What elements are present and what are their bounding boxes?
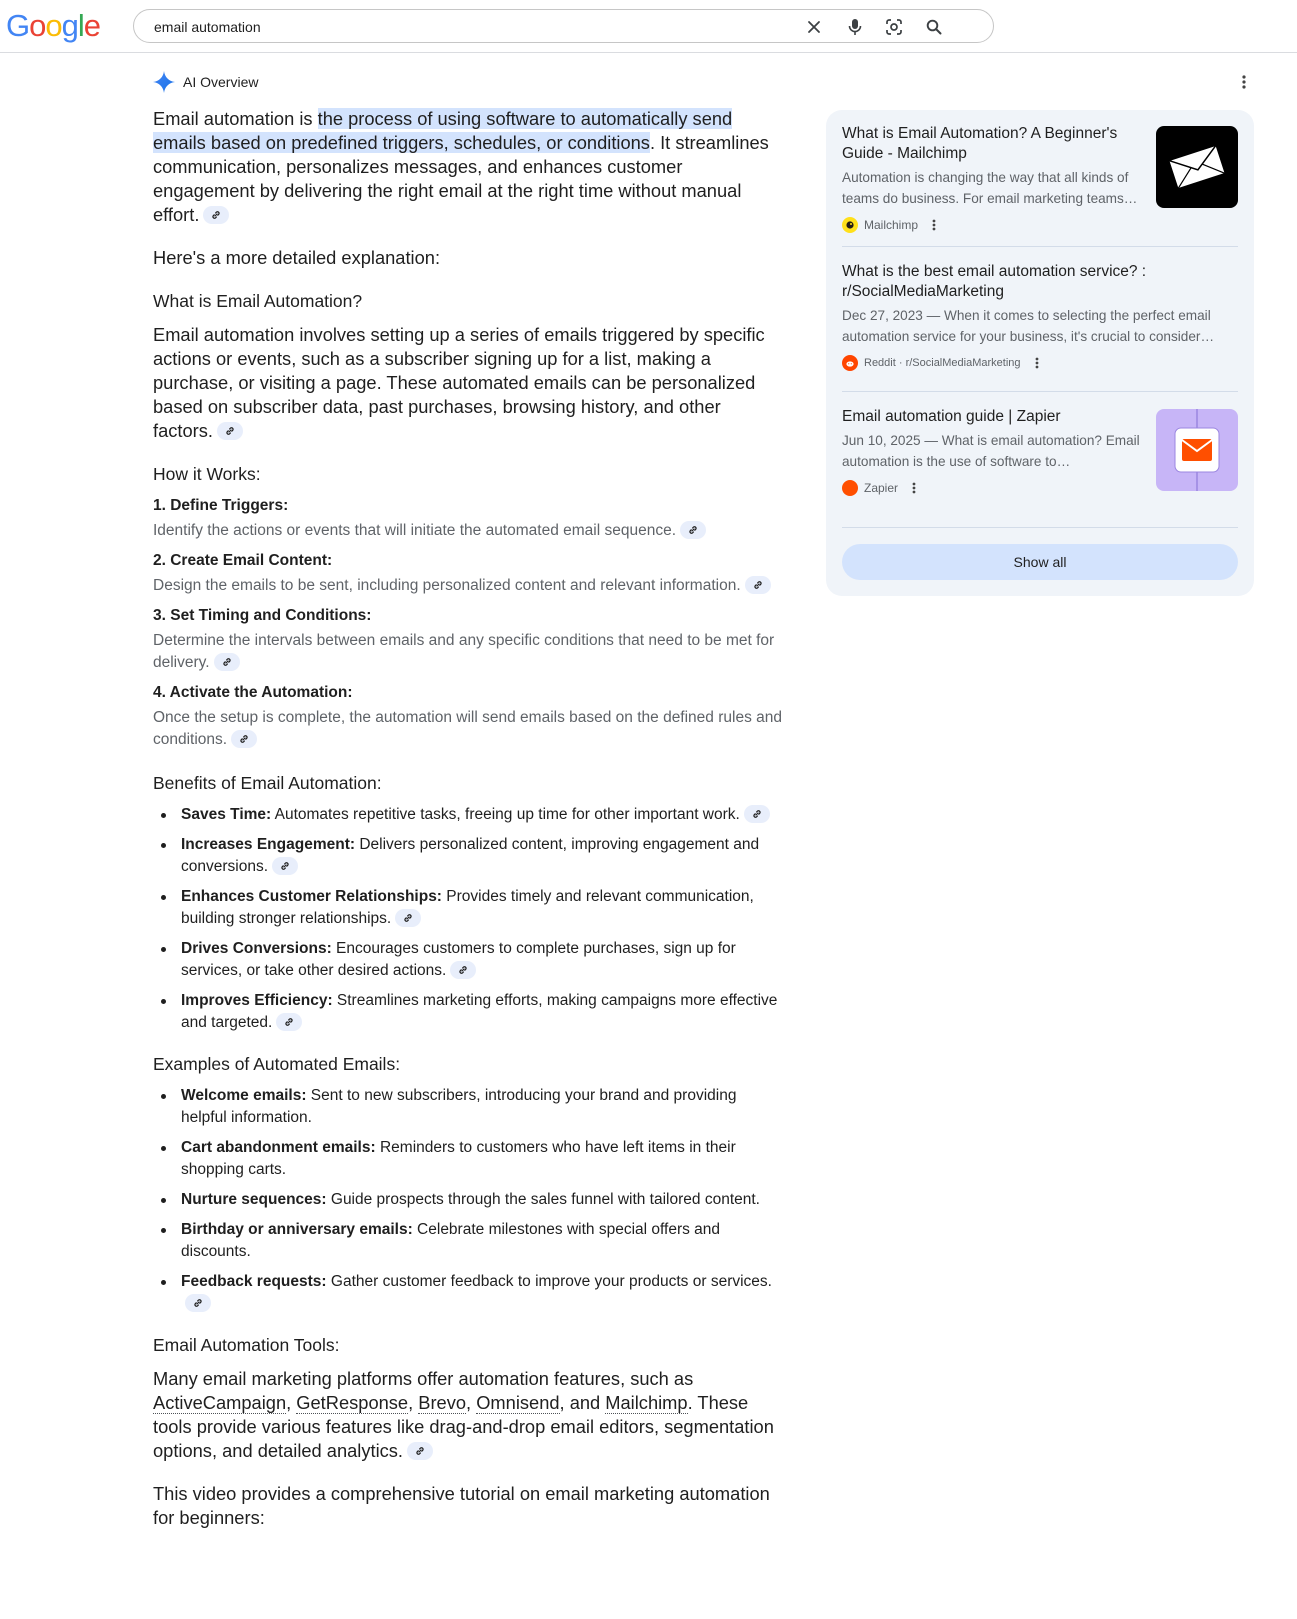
divider bbox=[842, 391, 1238, 392]
tools-intro: Many email marketing platforms offer automation features, such as bbox=[153, 1368, 694, 1389]
separator: , bbox=[286, 1392, 297, 1413]
item-bold: Enhances Customer Relationships: bbox=[181, 888, 442, 905]
search-box bbox=[133, 9, 994, 43]
tool-link-omnisend[interactable]: Omnisend bbox=[476, 1392, 560, 1413]
step-description bbox=[153, 707, 783, 751]
item-text: Delivers personalized content, improving engagement and conversions. bbox=[181, 836, 760, 875]
list-item bbox=[153, 804, 783, 826]
separator: , bbox=[408, 1392, 419, 1413]
source-link-icon[interactable] bbox=[745, 576, 771, 594]
item-bold: Saves Time: bbox=[181, 806, 272, 823]
show-all-button[interactable]: Show all bbox=[842, 544, 1238, 580]
source-card[interactable] bbox=[842, 262, 1238, 380]
what-paragraph bbox=[153, 323, 783, 443]
source-link-icon[interactable] bbox=[203, 206, 229, 224]
item-bold: Feedback requests: bbox=[181, 1273, 327, 1290]
video-intro: This video provides a comprehensive tutorial on email marketing automation for beginners: bbox=[153, 1483, 770, 1528]
tools-paragraph bbox=[153, 1367, 783, 1463]
sources-panel bbox=[826, 110, 1254, 596]
separator: , bbox=[466, 1392, 477, 1413]
lens-icon[interactable] bbox=[884, 17, 904, 37]
examples-heading: Examples of Automated Emails: bbox=[153, 1054, 401, 1074]
benefits-heading: Benefits of Email Automation: bbox=[153, 773, 382, 793]
more-options-icon[interactable] bbox=[1236, 72, 1252, 92]
source-card-snippet: Dec 27, 2023 — When it comes to selecting the perfect email automation service for your business, it's crucial to consider… bbox=[842, 308, 1215, 344]
microphone-icon[interactable] bbox=[845, 17, 865, 37]
source-card[interactable] bbox=[842, 407, 1238, 507]
list-item bbox=[153, 834, 783, 878]
source-more-icon[interactable] bbox=[926, 215, 942, 235]
item-bold: Cart abandonment emails: bbox=[181, 1139, 376, 1156]
step-desc-text: Once the setup is complete, the automation will send emails based on the defined rules and conditions. bbox=[153, 709, 782, 748]
list-item bbox=[153, 1189, 783, 1211]
source-link-icon[interactable] bbox=[231, 730, 257, 748]
source-link-icon[interactable] bbox=[214, 653, 240, 671]
separator: , and bbox=[559, 1392, 606, 1413]
step-title: 3. Set Timing and Conditions: bbox=[153, 607, 372, 624]
zapier-favicon-icon bbox=[842, 480, 858, 496]
source-link-icon[interactable] bbox=[217, 422, 243, 440]
ai-overview-header bbox=[153, 71, 258, 93]
gemini-sparkle-icon bbox=[153, 71, 175, 93]
step-desc-text: Identify the actions or events that will initiate the automated email sequence. bbox=[153, 522, 676, 539]
tool-link-activecampaign[interactable]: ActiveCampaign bbox=[153, 1392, 287, 1413]
source-link-icon[interactable] bbox=[450, 961, 476, 979]
item-text: Automates repetitive tasks, freeing up time for other important work. bbox=[271, 806, 740, 823]
list-item bbox=[153, 1219, 783, 1263]
source-name: Mailchimp bbox=[864, 218, 919, 232]
source-card-snippet: Automation is changing the way that all kinds of teams do business. For email marketing teams… bbox=[842, 170, 1138, 206]
item-text: Provides timely and relevant communication, building stronger relationships. bbox=[181, 888, 754, 927]
step-desc-text: Determine the intervals between emails and any specific conditions that need to be met for delivery. bbox=[153, 632, 775, 671]
item-text: Celebrate milestones with special offers and discounts. bbox=[181, 1221, 721, 1260]
ai-overview-content bbox=[153, 107, 783, 1530]
item-bold: Nurture sequences: bbox=[181, 1191, 327, 1208]
source-card-title[interactable]: What is Email Automation? A Beginner's Guide - Mailchimp bbox=[842, 125, 1118, 162]
source-link-icon[interactable] bbox=[680, 521, 706, 539]
list-item bbox=[153, 1271, 783, 1315]
logo-letter: e bbox=[83, 8, 101, 43]
source-link-icon[interactable] bbox=[407, 1442, 433, 1460]
list-item bbox=[153, 990, 783, 1034]
step-title: 1. Define Triggers: bbox=[153, 497, 289, 514]
source-card-source bbox=[842, 353, 1238, 373]
benefits-list bbox=[153, 804, 783, 1034]
source-card-title[interactable]: What is the best email automation service? : r/SocialMediaMarketing bbox=[842, 263, 1147, 300]
source-link-icon[interactable] bbox=[395, 909, 421, 927]
item-bold: Welcome emails: bbox=[181, 1087, 307, 1104]
source-name: Zapier bbox=[864, 481, 899, 495]
intro-start: Email automation is bbox=[153, 108, 318, 129]
source-more-icon[interactable] bbox=[906, 478, 922, 498]
list-item bbox=[153, 886, 783, 930]
header-bar bbox=[0, 0, 1297, 53]
mailchimp-favicon-icon bbox=[842, 217, 858, 233]
source-more-icon[interactable] bbox=[1029, 353, 1045, 373]
step-title: 2. Create Email Content: bbox=[153, 552, 333, 569]
list-item bbox=[153, 1085, 783, 1129]
step-description bbox=[153, 520, 783, 542]
logo-letter: o bbox=[29, 8, 46, 43]
item-bold: Drives Conversions: bbox=[181, 940, 332, 957]
source-card-snippet: Jun 10, 2025 — What is email automation? Email automation is the use of software to… bbox=[842, 433, 1140, 469]
intro-end: . It streamlines communication, personalizes messages, and enhances customer engagement by delivering the right email at the right time without manual effort. bbox=[153, 132, 769, 225]
step-description bbox=[153, 575, 783, 597]
item-text: Sent to new subscribers, introducing your brand and providing helpful information. bbox=[181, 1087, 737, 1126]
source-link-icon[interactable] bbox=[276, 1013, 302, 1031]
source-link-icon[interactable] bbox=[185, 1294, 211, 1312]
item-text: Guide prospects through the sales funnel with tailored content. bbox=[326, 1191, 760, 1208]
source-link-icon[interactable] bbox=[744, 805, 770, 823]
item-text: Gather customer feedback to improve your products or services. bbox=[326, 1273, 772, 1290]
source-card-title[interactable]: Email automation guide | Zapier bbox=[842, 408, 1061, 425]
tools-heading: Email Automation Tools: bbox=[153, 1335, 340, 1355]
tool-link-getresponse[interactable]: GetResponse bbox=[296, 1392, 409, 1413]
search-input[interactable] bbox=[154, 16, 754, 38]
envelope-thumbnail[interactable] bbox=[1156, 126, 1238, 208]
item-bold: Improves Efficiency: bbox=[181, 992, 333, 1009]
divider bbox=[842, 527, 1238, 528]
list-item bbox=[153, 938, 783, 982]
item-text: Reminders to customers who have left items in their shopping carts. bbox=[181, 1139, 736, 1178]
item-bold: Birthday or anniversary emails: bbox=[181, 1221, 413, 1238]
search-icon[interactable] bbox=[924, 17, 944, 37]
google-logo[interactable] bbox=[6, 6, 100, 46]
logo-letter: G bbox=[6, 8, 30, 43]
source-name: Reddit · r/SocialMediaMarketing bbox=[864, 357, 1021, 369]
step-desc-text: Design the emails to be sent, including personalized content and relevant information. bbox=[153, 577, 741, 594]
logo-letter: l bbox=[77, 8, 84, 43]
logo-letter: o bbox=[45, 8, 62, 43]
list-item bbox=[153, 1137, 783, 1181]
steps-list bbox=[153, 495, 783, 751]
item-text: Streamlines marketing efforts, making campaigns more effective and targeted. bbox=[181, 992, 778, 1031]
source-card[interactable] bbox=[842, 124, 1238, 232]
clear-icon[interactable] bbox=[804, 17, 824, 37]
examples-list bbox=[153, 1085, 783, 1315]
logo-letter: g bbox=[61, 8, 78, 43]
item-bold: Increases Engagement: bbox=[181, 836, 356, 853]
ai-overview-label: AI Overview bbox=[183, 74, 259, 90]
source-link-icon[interactable] bbox=[272, 857, 298, 875]
step-title: 4. Activate the Automation: bbox=[153, 684, 353, 701]
what-text: Email automation involves setting up a series of emails triggered by specific actions or events, such as a subscriber signing up for a list, making a purchase, or visiting a page. These automated emails can be personalized based on subscriber data, past purchases, browsing history, and other factors. bbox=[153, 324, 765, 441]
tool-link-brevo[interactable]: Brevo bbox=[418, 1392, 467, 1413]
intro-highlight: the process of using software to automatically send emails based on predefined triggers, schedules, or conditions bbox=[153, 108, 733, 153]
more-detail-text: Here's a more detailed explanation: bbox=[153, 247, 441, 268]
tool-link-mailchimp[interactable]: Mailchimp bbox=[605, 1392, 688, 1413]
how-heading: How it Works: bbox=[153, 464, 261, 484]
reddit-favicon-icon bbox=[842, 355, 858, 371]
step-description bbox=[153, 630, 783, 674]
intro-paragraph bbox=[153, 107, 783, 227]
divider bbox=[842, 246, 1238, 247]
zapier-email-thumbnail[interactable] bbox=[1156, 409, 1238, 491]
what-heading: What is Email Automation? bbox=[153, 291, 363, 311]
tools-outro: . These tools provide various features like drag-and-drop email editors, segmentation options, and detailed analytics. bbox=[153, 1392, 774, 1461]
source-card-source bbox=[842, 215, 1238, 235]
item-text: Encourages customers to complete purchases, sign up for services, or take other desired actions. bbox=[181, 940, 736, 979]
